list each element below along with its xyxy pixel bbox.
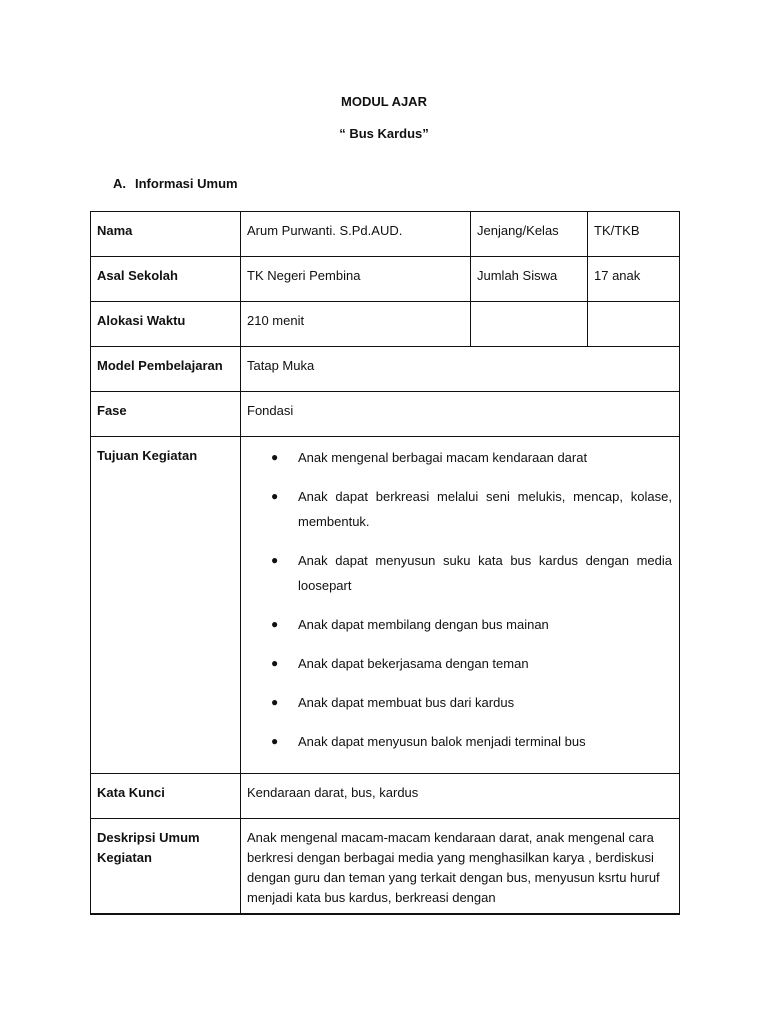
list-item [271, 690, 672, 715]
table-row [91, 302, 680, 347]
asal-sekolah-label: Asal Sekolah [91, 257, 241, 302]
list-item-text: Anak dapat membuat bus dari kardus [298, 695, 515, 710]
list-item [271, 445, 672, 470]
empty-cell [588, 302, 680, 347]
jumlah-siswa-value: 17 anak [588, 257, 680, 302]
jenjang-value: TK/TKB [588, 212, 680, 257]
fase-value: Fondasi [241, 392, 680, 437]
list-item [271, 729, 672, 754]
bullet-icon: ● [271, 450, 279, 464]
model-pembelajaran-label: Model Pembelajaran [91, 347, 241, 392]
deskripsi-umum-label: Deskripsi Umum Kegiatan [91, 819, 241, 914]
nama-label: Nama [91, 212, 241, 257]
deskripsi-umum-value: Anak mengenal macam-macam kendaraan darat, anak mengenal cara berkresi dengan berbagai media yang menghasilkan karya , berdiskusi dengan guru dan teman yang terkait dengan bus, menyusun ksrtu huruf menjadi kata bus kardus, berkreasi dengan [241, 819, 680, 914]
table-row [91, 774, 680, 819]
list-item [271, 484, 672, 534]
fase-label: Fase [91, 392, 241, 437]
bullet-icon: ● [271, 695, 279, 709]
empty-cell [471, 302, 588, 347]
goals-list [247, 445, 672, 754]
table-row [91, 347, 680, 392]
list-item [271, 612, 672, 637]
bullet-icon: ● [271, 734, 279, 748]
jumlah-siswa-label: Jumlah Siswa [471, 257, 588, 302]
bullet-icon: ● [271, 656, 279, 670]
table-row [91, 212, 680, 257]
list-item-text: Anak dapat membilang dengan bus mainan [298, 617, 549, 632]
nama-value: Arum Purwanti. S.Pd.AUD. [241, 212, 471, 257]
jenjang-label: Jenjang/Kelas [471, 212, 588, 257]
document-title: MODUL AJAR [341, 94, 427, 109]
list-item-text: Anak mengenal berbagai macam kendaraan darat [298, 450, 588, 465]
info-table [90, 211, 680, 915]
asal-sekolah-value: TK Negeri Pembina [241, 257, 471, 302]
document-subtitle: “ Bus Kardus” [339, 126, 429, 141]
tujuan-kegiatan-cell [241, 437, 680, 774]
section-number: A. [113, 176, 126, 191]
kata-kunci-value: Kendaraan darat, bus, kardus [241, 774, 680, 819]
bullet-icon: ● [271, 553, 279, 567]
section-heading [113, 176, 238, 191]
table-row [91, 819, 680, 914]
list-item-text: Anak dapat menyusun balok menjadi terminal bus [298, 734, 586, 749]
model-pembelajaran-value: Tatap Muka [241, 347, 680, 392]
tujuan-kegiatan-label: Tujuan Kegiatan [91, 437, 241, 774]
alokasi-waktu-value: 210 menit [241, 302, 471, 347]
list-item-text: Anak dapat bekerjasama dengan teman [298, 656, 529, 671]
alokasi-waktu-label: Alokasi Waktu [91, 302, 241, 347]
list-item [271, 651, 672, 676]
section-label: Informasi Umum [135, 176, 238, 191]
table-row [91, 257, 680, 302]
list-item-text: Anak dapat berkreasi melalui seni melukis, mencap, kolase, membentuk. [298, 489, 672, 529]
table-row [91, 392, 680, 437]
bullet-icon: ● [271, 489, 279, 503]
list-item-text: Anak dapat menyusun suku kata bus kardus dengan media loosepart [298, 553, 672, 593]
table-row [91, 437, 680, 774]
kata-kunci-label: Kata Kunci [91, 774, 241, 819]
list-item [271, 548, 672, 598]
bullet-icon: ● [271, 617, 279, 631]
